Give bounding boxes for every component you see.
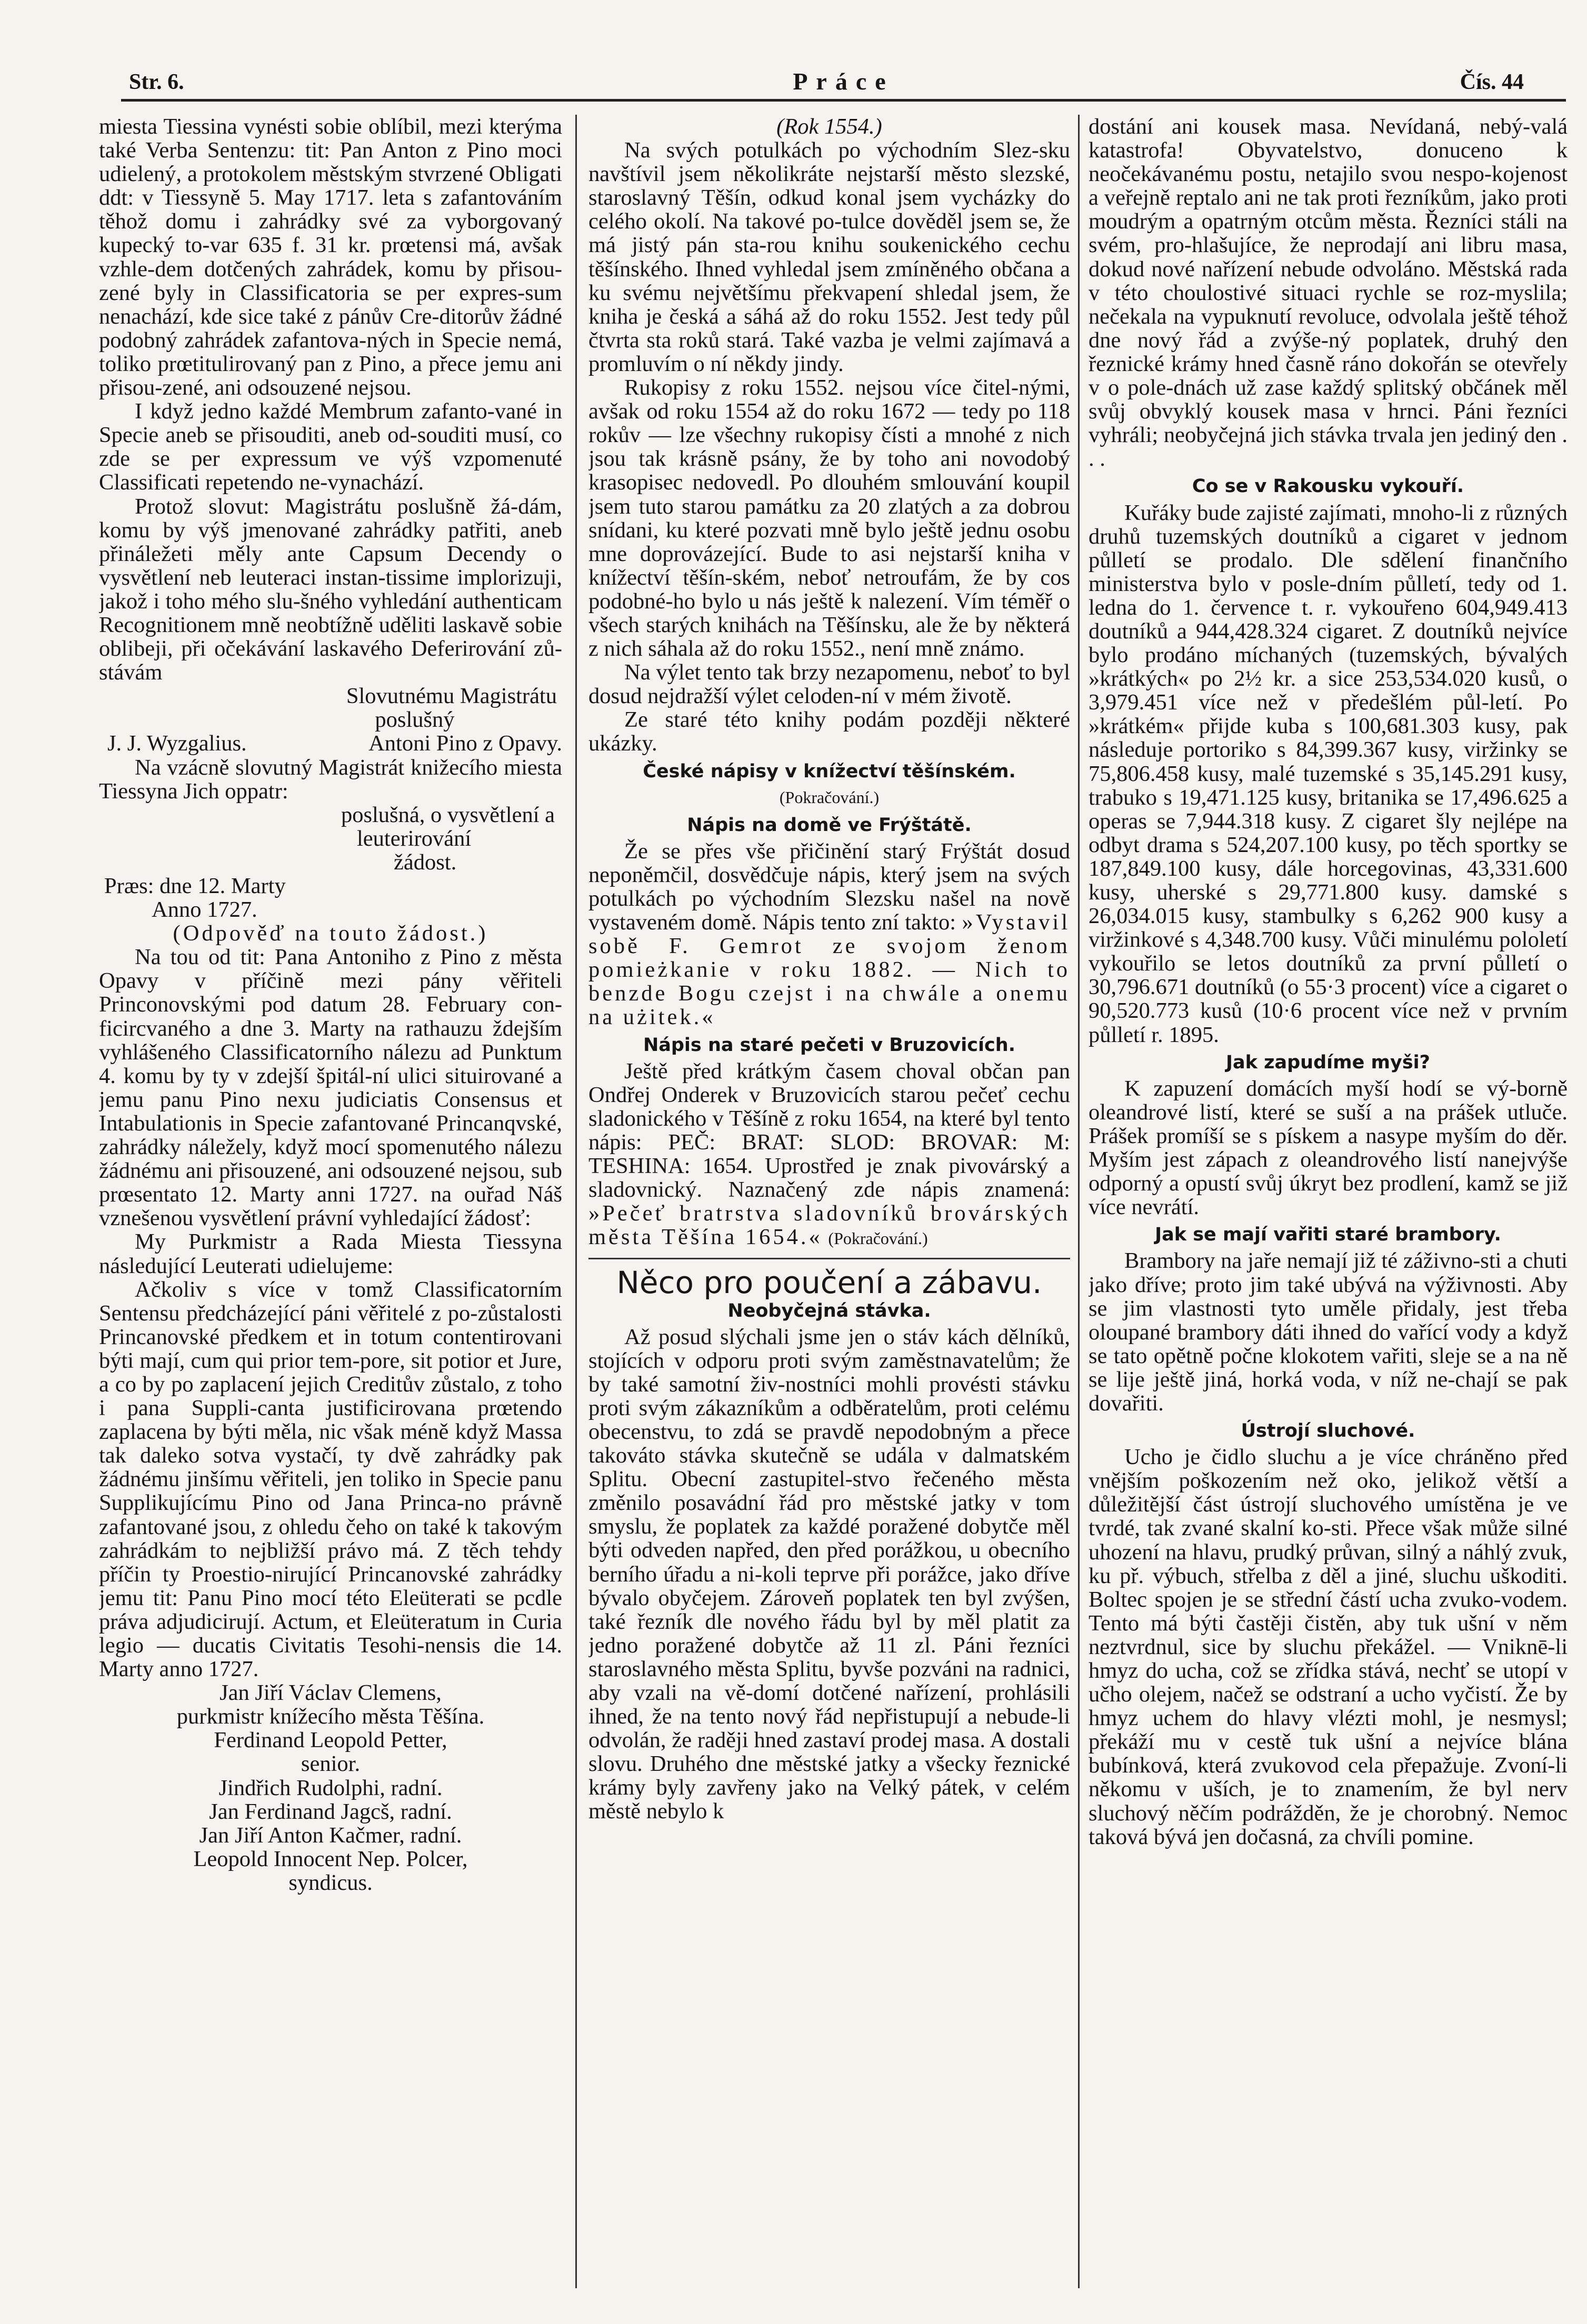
paragraph: dostání ani kousek masa. Nevídaná, nebý-valá katastrofa! Obyvatelstvo, donuceno k neočekávanému postu, netajilo svou nespo-kojenost a veřejně reptalo ani ne tak proti řezníkům, jako proti moudrým a opatrným otcům města. Řezníci stáli na svém, pro-hlašujíce, že neprodají ani libru masa, dokud nové nařízení nebude odvoláno. Městská rada v této choulostivé situaci rychle se roz-myslila; nečekala na vypuknutí revoluce, odvolala ještě téhož dne nový řád a zvýše-ný poplatek, druhý den řeznické krámy hned časně ráno dokořán se otevřely v o pole-dnách už zase každý splitský občánek měl svůj obvyklý kousek masa v hrnci. Páni řezníci vyhráli; neobyčejná jich stávka trvala jen jediný den . . . [1089, 115, 1568, 472]
signature-line: Slovutnému Magistrátu [346, 684, 557, 709]
paragraph: miesta Tiessina vynésti sobie oblíbil, mezi kterýma také Verba Sentenzu: tit: Pan Anton z Pino moci udielený, a protokolem městským stvrzené Obligati ddt: v Tiessyně 5. May 1717. leta s zafantováním těhož domu i zahrádky své za vyborgovaný kupecký to-var 635 f. 31 kr. prœtensi má, avšak vzhle-dem dotčených zahrádek, komu by přisou-zené byly in Classificatoria se per expres-sum nenachází, kde sice také z pánův Cre-ditorův žádné podobný zahrádek zafantova-ných in Specie nemá, toliko prœtitulirovaný pan z Pino, a přece jemu ani přisou-zené, ani odsouzené nejsou. [99, 115, 562, 400]
address-line: leuterirování [357, 826, 472, 851]
paragraph: Na výlet tento tak brzy nezapomenu, neboť to byl dosud nejdražší výlet celoden-ní v mém životě. [588, 660, 1070, 709]
paragraph: K zapuzení domácích myší hodí se vý-borně oleandrové listí, které se suší a na prášek utluče. Prášek promíší se s pískem a nasype myším do děr. Myším jest zápach z oleandrového listí nanejvýše odporný a opustí svůj úkryt bez prodlení, kamž se již více nevrátí. [1089, 1076, 1568, 1220]
signature-line: Jan Jiří Anton Kačmer, radní. [199, 1822, 462, 1848]
continued-note: (Pokračování.) [828, 1229, 928, 1248]
paragraph: Brambory na jaře nemají již té záživno-sti a chuti jako dříve; proto jim také ubývá na výživnosti. Aby se jim vlastnosti tyto uměle přidaly, jest třeba oloupané brambory dáti ihned do vařící vody a když se tato opětně počne klokotem vařiti, sleje se a na ně se lije ještě jiná, horká voda, v níž ne-chají se pak dovařiti. [1089, 1248, 1568, 1416]
issue-number: Čís. 44 [1460, 70, 1524, 94]
signature-line: Ferdinand Leopold Petter, [214, 1728, 447, 1753]
signature-row [99, 732, 562, 755]
signature-line: Jan Jiří Václav Clemens, [219, 1680, 442, 1706]
paragraph: Na svých potulkách po východním Slez-sku navštívil jsem několikráte nejstarší město slezské, staroslavný Těšín, odkud konal jsem vycházky do celého okolí. Na takové po-tulce dověděl jsem se, že má jistý pán sta-rou knihu soukenického cechu těšínského. Ihned vyhledal jsem zmíněného občana a ku svému největšímu překvapení shledal jsem, že kniha je česká a sáhá až do roku 1552. Jest tedy půl čtvrta sta roků stará. Také vazba je velmi zajímavá a promluvím o ní někdy jindy. [588, 138, 1070, 376]
column-rule-1 [575, 115, 577, 2288]
signature-line: syndicus. [288, 1870, 373, 1895]
paragraph: Ucho je čidlo sluchu a je více chráněno před vnějším poškozením než oko, jelikož větší a důležitější část ústrojí sluchového umístěna je ve tvrdé, tak zvané skalní ko-sti. Přece však může silné uhození na hlavu, prudký průvan, silný a náhlý zvuk, ku př. výbuch, střelba z děl a jiné, sluchu uškoditi. Boltec spojen je se střední částí ucha zvuko-vodem. Tento má býti častěji čistěn, aby tuk ušní v něm neztvrdnul, sice by sluchu překážel. — Vniknē-li hmyz do ucha, což se zřídka stává, nechť se utopí v učho olejem, načež se odstraní a ucho vyčistí. Že by hmyz uchem do hlavy vlézti mohl, je nesmysl; překáží mu v cestě tuk ušní a nejvíce blána bubínková, která zvukovod cela přepažuje. Zvoní-li někomu v uších, je to znamením, že byl nerv sluchový něčím podrážděn, že je chorobný. Nemoc taková bývá jen dočasná, za chvíli pomine. [1089, 1445, 1568, 1849]
paragraph: My Purkmistr a Rada Miesta Tiessyna následující Leuterati udielujeme: [99, 1229, 562, 1278]
column-rule-2 [1078, 115, 1080, 2288]
paragraph: Ze staré této knihy podám později některé ukázky. [588, 707, 1070, 756]
paragraph-text: Že se přes vše přičinění starý Frýštát dosud neponěmčil, dosvědčuje nápis, který jsem na svých potulkách po východním Slezsku našel na nově vystaveném domě. Nápis tento zní takto: [588, 838, 1070, 935]
section-subtitle: (Odpověď na touto žádost.) [173, 921, 488, 946]
paragraph: Na vzácně slovutný Magistrát knižecího miesta Tiessyna Jich oppatr: [99, 755, 562, 804]
signature-line: Leopold Innocent Nep. Polcer, [193, 1846, 468, 1871]
section-title: Něco pro poučení a zábavu. [616, 1265, 1042, 1301]
page-header [121, 62, 1566, 109]
quoted-inscription: »Pečeť bratrstva sladovníků brovárských města Těšína 1654.« [588, 1201, 1070, 1250]
paragraph: Na tou od tit: Pana Antoniho z Pino z města Opavy v příčině mezi pány věřiteli Princonovskými pod datum 28. February con-ficircvaného a dne 3. Marty na rathauzu ždejším vyhlášeného Classificatorního nálezu ad Punktum 4. komu by ty v zdejší špitál-ní ulici situirované a jemu panu Pino nexu judiciatis Consensus et Intabulationis in Specie zafantované Princanqvské, zahrádky náležely, když mocí spomenutého nálezu žádnému ani přisouzené, ani odsouzené nejsou, sub prœsentato 12. Marty anni 1727. na ouřad Náš vznešenou vysvětlení právní vyhledající žádosť: [99, 945, 562, 1231]
address-line: žádost. [394, 849, 457, 875]
paragraph: Kuřáky bude zajisté zajímati, mnoho-li z různých druhů tuzemských doutníků a cigaret v jednom půlletí se prodalo. Dle sdělení finančního ministerstva bylo v posle-dním půlletí, tedy od 1. ledna do 1. července t. r. vykouřeno 604,949.413 doutníků a 944,428.324 cigaret. Z doutníků nejvíce bylo prodáno míchaných (tuzemských, bývalých »krátkých« po 2½ kr. a sice 253,534.020 kusů, o 3,979.451 více než v předešlém půl-letí. Po »krátkém« přijde kuba s 100,681.303 kusy, pak následuje portoriko s 84,399.367 kusy, viržinky se 75,806.458 kusy, malé tuzemské s 35,145.291 kusy, trabuko s 19,471.125 kusy, britanika se 17,496.625 a operas se 7,944.318 kusy. Z cigaret šly nejlépe na odbyt drama s 524,207.100 kusy, po těch sportky se 187,849.100 kusy, dále horcegovinas, 43,331.600 kusy, uherské s 29,771.800 kusy. damské s 26,034.015 kusy, stambulky s 6,262 900 kusy a viržinkové s 4,348.700 kusy. Vůči minulému pololetí vykouřilo se letos doutníků za první půlletí o 30,796.671 doutníků (o 55·3 procent) více a cigaret o 90,520.773 kusů (10·6 procent více než v prvním půlletí r. 1895. [1089, 500, 1568, 1047]
column-2 [588, 115, 1070, 2288]
paragraph-text: Ještě před krátkým časem choval občan pan Ondřej Onderek v Bruzovicích starou pečeť cechu sladonického v Těšíně z roku 1654, na které byl tento nápis: PEČ: BRAT: SLOD: BROVAR: M: TESHINA: 1654. Uprostřed je znak pivovárský a sladovnický. Naznačený zde nápis znamená: [588, 1058, 1070, 1203]
address-line: poslušná, o vysvětlení a [341, 802, 555, 827]
paragraph [588, 1059, 1070, 1251]
signature-line: senior. [301, 1751, 361, 1777]
continued-note: (Pokračování.) [779, 787, 880, 807]
paragraph: Protož slovut: Magistrátu poslušně žá-dám, komu by výš jmenované zahrádky patřiti, aneb přináležeti měly ante Capsum Decendy o vysvětlení neb leuteraci instan-tissime implorizuji, jakož i toho mého slu-šného vyhledání authenticam Recognitionem mně neobtížně uděliti laskavě sobie oblibeji, při očekávání laskavého Deferirování zů-stávám [99, 494, 562, 685]
section-heading: Ústrojí sluchové. [1241, 1420, 1415, 1442]
section-heading: Co se v Rakousku vykouří. [1192, 476, 1464, 497]
section-heading: Neobyčejná stávka. [727, 1300, 931, 1321]
signature-name: J. J. Wyzgalius. [107, 731, 247, 756]
signature-line: Jan Ferdinand Jagcš, radní. [209, 1799, 452, 1824]
paragraph [588, 839, 1070, 1029]
signature-line: poslušný [375, 707, 455, 733]
newspaper-title: Práce [793, 68, 894, 95]
page-number: Str. 6. [129, 70, 184, 94]
paragraph: I když jedno každé Membrum zafanto-vané in Specie aneb se přisouditi, aneb od-souditi musí, co zde se per expressum ve výš vzpomenuté Classificati repetendo ne-vynachází. [99, 399, 562, 495]
column-1 [99, 115, 562, 2288]
paragraph: Až posud slýchali jsme jen o stáv kách dělníků, stojících v odporu proti svým zaměstnavatelům; že by také samotní živ-nostníci mohli provésti stávku proti svým zákazníkům a odběratelům, proti celému obecenstvu, to zdá se pravdě nepodobným a přece takováto stávka skutečně se udála v dalmatském Splitu. Obecní zastupitel-stvo řečeného města změnilo posavádní řád pro městské jatky v tom smyslu, že poplatek za každé poražené dobytče měl býti odveden napřed, den před porážkou, u obecního berního úřadu a ni-koli teprve při porážce, jako dříve bývalo obyčejem. Zároveň poplatek ten byl zvýšen, také řezník dle nového řádu byl by měl platit za jedno poražené dobytče až 11 zl. Páni řezníci staroslavného města Splitu, byvše pozváni na radnici, aby vzali na vě-domí dotčené nařízení, prohlásili ihned, že na tento nový řád nepřistupují a nebude-li odvolán, že raději hned zastaví prodej masa. A dostali slovu. Druhého dne městské jatky a všecky řeznické krámy byly zavřeny jako na Velký pátek, v celém městě nebylo k [588, 1324, 1070, 1824]
section-heading: Jak zapudíme myši? [1226, 1051, 1430, 1073]
date-line: Præs: dne 12. Marty [104, 874, 286, 898]
section-heading: Jak se mají vařiti staré brambory. [1155, 1224, 1501, 1246]
signature-line: Jindřich Rudolphi, radní. [218, 1775, 443, 1800]
section-heading: Nápis na staré pečeti v Bruzovicích. [643, 1034, 1016, 1056]
year-heading: (Rok 1554.) [776, 115, 882, 139]
signature-line: purkmistr knížecího města Těšína. [176, 1704, 485, 1729]
header-rule [121, 99, 1566, 102]
column-3 [1089, 115, 1568, 2288]
section-heading: České nápisy v knížectví těšínském. [643, 760, 1016, 782]
section-heading: Nápis na domě ve Frýštátě. [687, 814, 972, 836]
paragraph: Ačkoliv s více v tomž Classificatorním Sentensu předcházející páni věřitelé z po-zůstalosti Princanovské předkem et in totum contentirovani býti mají, cum qui prior tem-pore, sit potior et Jure, a co by po zaplacení jejich Creditův zůstalo, z toho i pana Suppli-canta justificirovana prœtendo zaplacena by býti měla, nic však méně když Massa tak daleko sotva vystačí, ty dvě zahrádky pak žádnému jinšímu věřiteli, jen toliko in Specie panu Supplikujícímu Pino od Jana Princa-no právně zafantované jsou, z ohledu čeho on také k takovým zahrádkám to nejbližší právo má. Z těch tehdy příčin ty Proestio-nirující Princanovské zahrádky jemu tit: Panu Pino mocí této Eleüterati se pcdle práva adjudicirují. Actum, et Eleüteratum in Curia legio — ducatis Civitatis Tesohi-nensis die 14. Marty anno 1727. [99, 1277, 562, 1682]
date-line: Anno 1727. [152, 897, 257, 923]
section-divider [588, 1258, 1070, 1259]
paragraph: Rukopisy z roku 1552. nejsou více čitel-nými, avšak od roku 1554 až do roku 1672 — tedy po 118 rokův — lze všechny rukopisy čísti a mnohé z nich jsou tak krásně psány, že by toho ani novodobý krasopisec nedovedl. Po dlouhém smlouvání koupil jsem tuto starou památku za 20 zlatých a za dobrou snídani, ku které pozvati mně bylo ještě jednu osobu mne doprovázející. Bude to asi nejstarší kniha v knížectví těšín-ském, neboť netroufám, že by cos podobné-ho bylo u nás ještě k nalezení. Vím téměř o všech starých knihách na Těšínsku, ale že by některá z nich sáhala až do roku 1552., není mně známo. [588, 375, 1070, 662]
quoted-inscription: »Vystavil sobě F. Gemrot ze svojom ženom pomieżkanie v roku 1882. — Nich to benzde Bogu czejst i na chwále a onemu na użitek.« [588, 910, 1070, 1030]
signature-name: Antoni Pino z Opavy. [368, 731, 562, 756]
